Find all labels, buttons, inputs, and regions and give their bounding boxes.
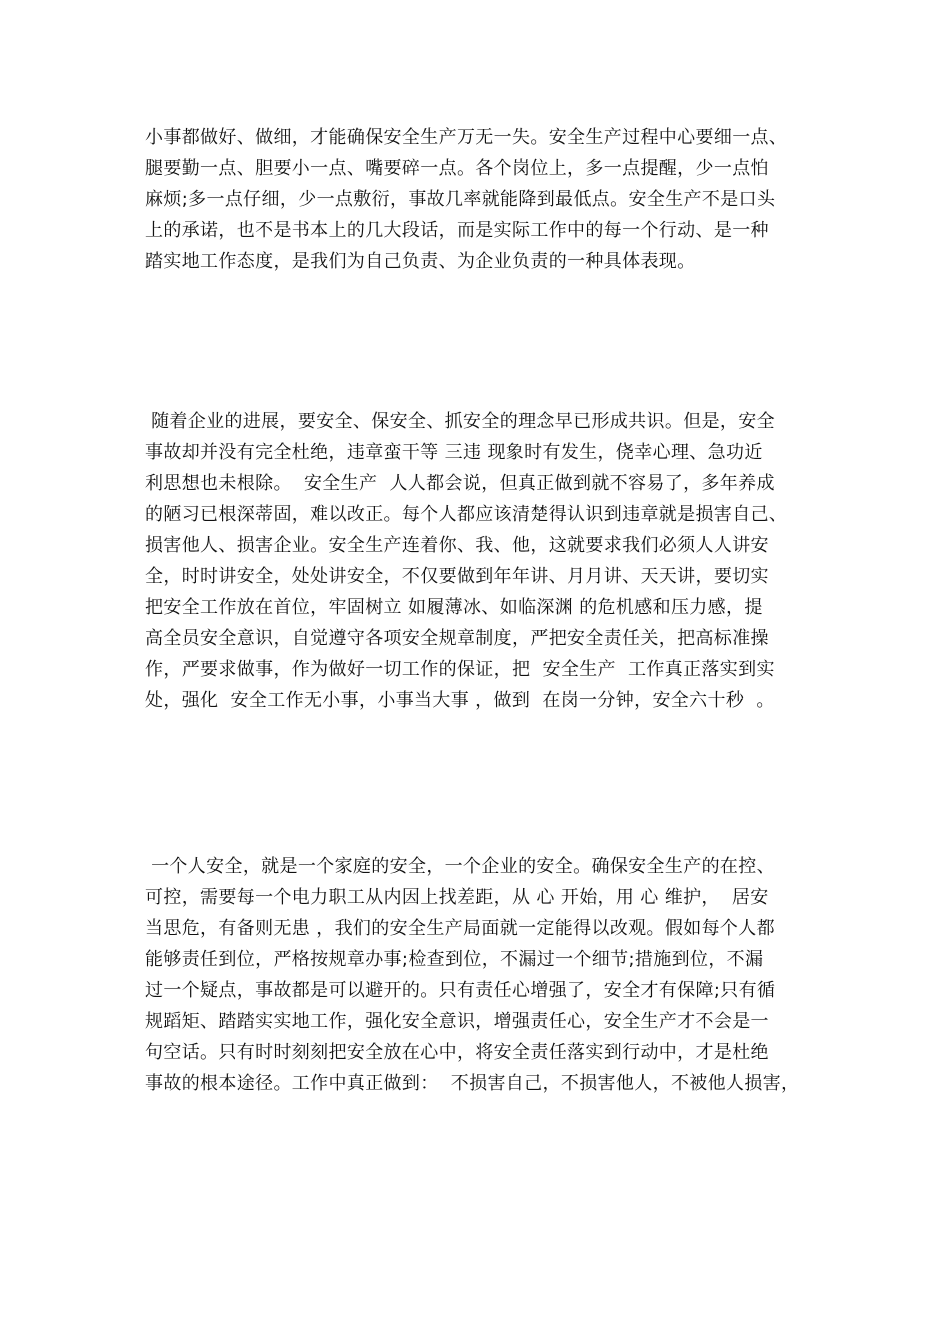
paragraph-safety-details	[145, 122, 825, 277]
text-line: 事故却并没有完全杜绝，违章蛮干等 三违 现象时有发生，侥幸心理、急功近	[145, 442, 763, 463]
paragraph-safety-awareness	[145, 406, 825, 716]
text-line: 高全员安全意识，自觉遵守各项安全规章制度，严把安全责任关，把高标准操	[145, 628, 769, 649]
text-line: 腿要勤一点、胆要小一点、嘴要碎一点。各个岗位上，多一点提醒，少一点怕	[145, 158, 769, 179]
paragraph-safety-responsibility	[145, 851, 825, 1099]
text-line: 可控，需要每一个电力职工从内因上找差距，从 心 开始，用 心 维护， 居安	[145, 887, 769, 908]
text-line: 句空话。只有时时刻刻把安全放在心中，将安全责任落实到行动中，才是杜绝	[145, 1042, 769, 1063]
text-line: 过一个疑点，事故都是可以避开的。只有责任心增强了，安全才有保障;只有循	[145, 980, 776, 1001]
text-line: 一个人安全，就是一个家庭的安全，一个企业的安全。确保安全生产的在控、	[145, 856, 775, 877]
text-line: 当思危，有备则无患 ，我们的安全生产局面就一定能得以改观。假如每个人都	[145, 918, 775, 939]
text-line: 处，强化 安全工作无小事，小事当大事 ，做到 在岗一分钟，安全六十秒 。	[145, 690, 775, 711]
text-line: 损害他人、损害企业。安全生产连着你、我、他，这就要求我们必须人人讲安	[145, 535, 769, 556]
text-line: 规蹈矩、踏踏实实地工作，强化安全意识，增强责任心，安全生产才不会是一	[145, 1011, 769, 1032]
text-line: 事故的根本途径。工作中真正做到： 不损害自己，不损害他人，不被他人损害，	[145, 1073, 800, 1094]
text-line: 踏实地工作态度，是我们为自己负责、为企业负责的一种具体表现。	[145, 251, 696, 272]
text-line: 能够责任到位，严格按规章办事;检查到位，不漏过一个细节;措施到位，不漏	[145, 949, 764, 970]
text-line: 上的承诺，也不是书本上的几大段话，而是实际工作中的每一个行动、是一种	[145, 220, 769, 241]
text-line: 全，时时讲安全，处处讲安全，不仅要做到年年讲、月月讲、天天讲，要切实	[145, 566, 769, 587]
text-line: 随着企业的进展，要安全、保安全、抓安全的理念早已形成共识。但是，安全	[145, 411, 775, 432]
text-line: 作，严要求做事，作为做好一切工作的保证，把 安全生产 工作真正落实到实	[145, 659, 775, 680]
text-line: 麻烦;多一点仔细，少一点敷衍，事故几率就能降到最低点。安全生产不是口头	[145, 189, 776, 210]
text-line: 的陋习已根深蒂固，难以改正。每个人都应该清楚得认识到违章就是损害自己、	[145, 504, 788, 525]
text-line: 把安全工作放在首位，牢固树立 如履薄冰、如临深渊 的危机感和压力感，提	[145, 597, 763, 618]
text-line: 小事都做好、做细，才能确保安全生产万无一失。安全生产过程中心要细一点、	[145, 127, 788, 148]
text-line: 利思想也未根除。 安全生产 人人都会说，但真正做到就不容易了，多年养成	[145, 473, 775, 494]
